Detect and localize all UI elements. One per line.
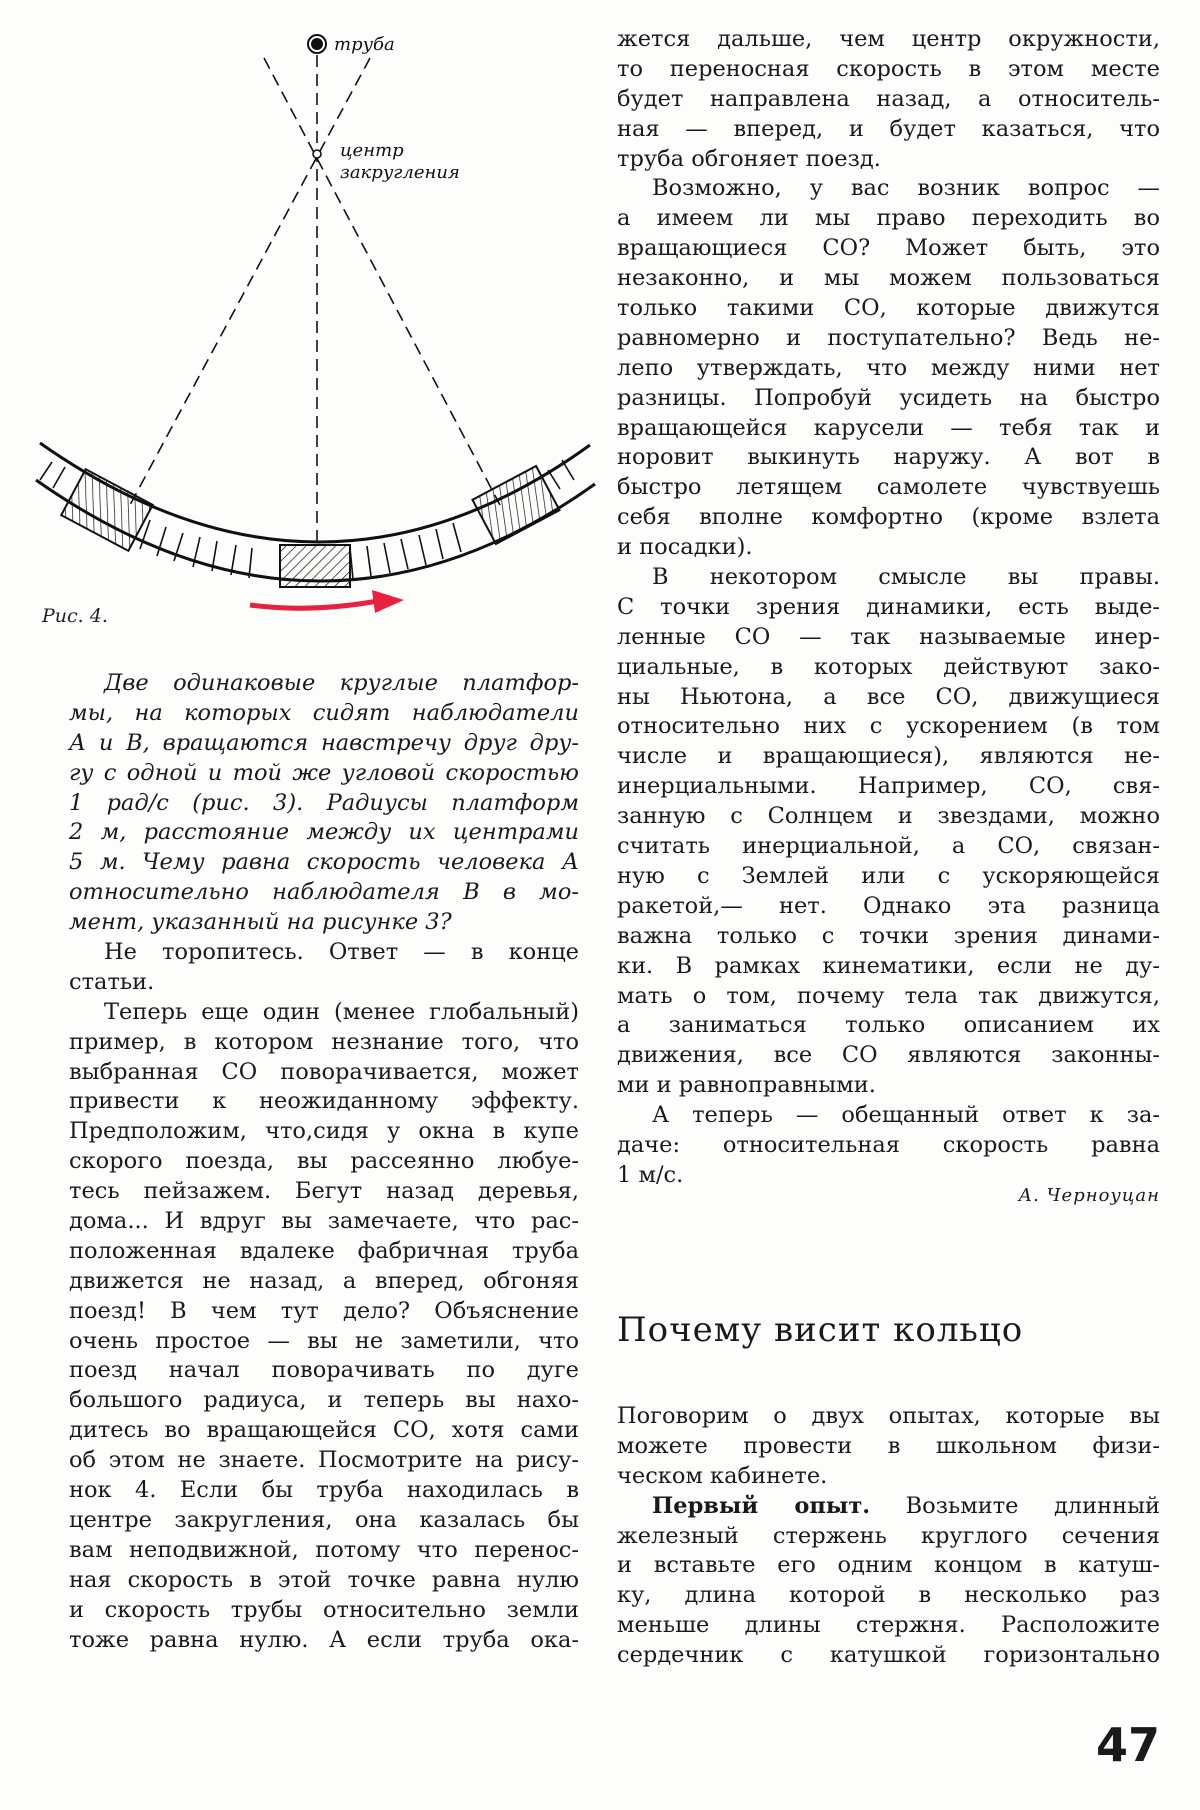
text-span: Возьмите длинный — [870, 1492, 1160, 1519]
text-line: и вставьте его одним концом в катуш- — [617, 1552, 1160, 1579]
text-line: ная — вперед, и будет казаться, что — [617, 115, 1160, 142]
text-line: большого радиуса, и теперь вы нахо- — [69, 1387, 579, 1414]
text-line: железный стержень круглого сечения — [617, 1522, 1160, 1549]
text-line: важна только с точки зрения динами- — [617, 922, 1160, 949]
figure-caption: Рис. 4. — [42, 605, 108, 627]
text-line: тоже равна нулю. А если труба ока- — [69, 1626, 579, 1653]
text-line — [617, 1492, 1160, 1522]
text-line: циальные, в которых действуют зако- — [617, 653, 1160, 680]
text-line: ны Ньютона, а все СО, движущиеся — [617, 683, 1160, 710]
text-line: жется дальше, чем центр окружности, — [617, 26, 1160, 52]
text-line: поезд начал поворачивать по дуге — [69, 1357, 579, 1384]
text-line: сердечник с катушкой горизонтально — [617, 1642, 1160, 1669]
text-line: А и В, вращаются навстречу друг дру- — [69, 729, 579, 756]
text-line: незаконно, и мы можем пользоваться — [617, 265, 1160, 292]
section-body — [617, 1402, 1160, 1671]
text-line: 2 м, расстояние между их центрами — [69, 819, 579, 846]
text-line: ки. В рамках кинематики, если не ду- — [617, 952, 1160, 979]
text-line: то переносная скорость в этом месте — [617, 55, 1160, 82]
text-line: инерциальными. Например, СО, свя- — [617, 773, 1160, 800]
text-line: труба обгоняет поезд. — [617, 145, 881, 172]
text-line: ную с Землей или с ускоряющейся — [617, 862, 1160, 889]
right-dashed-line — [264, 58, 500, 505]
text-line: Поговорим о двух опытах, которые вы — [617, 1403, 1160, 1429]
page-number: 47 — [1095, 1718, 1160, 1772]
text-line: Теперь еще один (менее глобальный) — [104, 998, 579, 1025]
text-line: только такими СО, которые движутся — [617, 295, 1160, 322]
text-line: мать о том, почему тела так движутся, — [617, 982, 1160, 1009]
center-label-2: закругления — [340, 162, 460, 183]
train-car-right — [472, 466, 559, 544]
text-line: Возможно, у вас возник вопрос — — [652, 175, 1160, 202]
text-line: себя вполне комфортно (кроме взлета — [617, 504, 1160, 531]
text-line: а заниматься только описанием их — [617, 1012, 1160, 1039]
pipe-label: труба — [334, 34, 395, 55]
text-line: центре закругления, она казалась бы — [69, 1506, 579, 1533]
pipe-icon — [308, 35, 326, 53]
text-line: скорого поезда, вы рассеянно любуе- — [69, 1148, 579, 1175]
center-label-1: центр — [340, 140, 404, 161]
text-line: равномерно и поступательно? Ведь не- — [617, 324, 1160, 351]
arrow-head-icon — [372, 590, 404, 613]
text-line: вам неподвижной, потому что перенос- — [69, 1536, 579, 1563]
text-line: движется не назад, а вперед, обгоняя — [69, 1267, 579, 1294]
text-line: Две одинаковые круглые платфор- — [104, 670, 579, 696]
text-line: числе и вращающиеся), являются не- — [617, 743, 1160, 770]
text-line: Предположим, что,сидя у окна в купе — [69, 1118, 579, 1145]
text-line: даче: относительная скорость равна — [617, 1131, 1160, 1158]
text-line: В некотором смысле вы правы. — [652, 564, 1160, 591]
figure-4 — [0, 0, 600, 660]
text-line: поезд! В чем тут дело? Объяснение — [69, 1297, 579, 1324]
text-line: положенная вдалеке фабричная труба — [69, 1237, 579, 1264]
text-line: быстро летящем самолете чувствуешь — [617, 474, 1160, 501]
body-text-left — [69, 938, 579, 1655]
text-line: и скорость трубы относительно земли — [69, 1596, 579, 1623]
text-line: занную с Солнцем и звездами, можно — [617, 803, 1160, 830]
text-line: гу с одной и той же угловой скоростью — [69, 759, 579, 786]
text-line: можете провести в школьном физи- — [617, 1432, 1160, 1459]
text-line: ми и равноправными. — [617, 1072, 876, 1099]
text-line: ленные СО — так называемые инер- — [617, 623, 1160, 650]
text-line: 1 рад/с (рис. 3). Радиусы платформ — [69, 789, 579, 816]
text-line: ческом кабинете. — [617, 1462, 828, 1489]
text-line: норовит выкинуть наружу. А вот в — [617, 444, 1160, 471]
text-line: А теперь — обещанный ответ к за- — [652, 1102, 1160, 1129]
text-line: относительно наблюдателя В в мо- — [69, 879, 579, 906]
text-line: пример, в котором незнание того, что — [69, 1028, 579, 1055]
left-column — [69, 669, 579, 1655]
rotating-frame-diagram — [0, 0, 600, 660]
text-line: 5 м. Чему равна скорость человека А — [69, 849, 579, 876]
text-line: нок 4. Если бы труба находилась в — [69, 1477, 579, 1504]
problem-statement — [69, 669, 579, 938]
experiment-label: Первый опыт. — [652, 1492, 871, 1519]
text-line: считать инерциальной, а СО, связан- — [617, 833, 1160, 860]
text-line: об этом не знаете. Посмотрите на рису- — [69, 1447, 579, 1474]
text-line: мент, указанный на рисунке 3? — [69, 909, 452, 936]
text-line: дитесь во вращающейся СО, хотя сами — [69, 1417, 579, 1444]
text-line: 1 м/с. — [617, 1161, 684, 1188]
text-line: выбранная СО поворачивается, может — [69, 1058, 579, 1085]
author-signature: А. Черноуцан — [1018, 1185, 1160, 1206]
section-title: Почему висит кольцо — [617, 1310, 1024, 1350]
text-line: Не торопитесь. Ответ — в конце — [104, 939, 579, 966]
text-line: ку, длина которой в несколько раз — [617, 1582, 1160, 1609]
text-line: очень простое — вы не заметили, что — [69, 1327, 579, 1354]
text-line: и посадки). — [617, 534, 753, 561]
text-line: дома... И вдруг вы замечаете, что рас- — [69, 1208, 579, 1235]
text-line: а имеем ли мы право переходить во — [617, 205, 1160, 232]
text-line: статьи. — [69, 968, 155, 995]
text-line: вращающиеся СО? Может быть, это — [617, 235, 1160, 262]
text-line: ная скорость в этой точке равна нулю — [69, 1566, 579, 1593]
text-line: С точки зрения динамики, есть выде- — [617, 593, 1160, 620]
text-line: разницы. Попробуй усидеть на быстро — [617, 384, 1160, 411]
center-marker — [313, 150, 321, 158]
text-line: движения, все СО являются законны- — [617, 1042, 1160, 1069]
text-line: относительно них с ускорением (в том — [617, 713, 1160, 740]
text-line: вращающейся карусели — тебя так и — [617, 414, 1160, 441]
train-car-center — [280, 545, 350, 587]
right-column — [617, 25, 1160, 1191]
text-line: мы, на которых сидят наблюдатели — [69, 699, 579, 726]
text-line: тесь пейзажем. Бегут назад деревья, — [69, 1178, 579, 1205]
direction-arrow — [250, 601, 378, 608]
text-line: будет направлена назад, а относитель- — [617, 85, 1160, 112]
text-line: ракетой,— нет. Однако эта разница — [617, 892, 1160, 919]
text-line: лепо утверждать, что между ними нет — [617, 354, 1160, 381]
left-dashed-line — [130, 58, 370, 505]
text-line: привести к неожиданному эффекту. — [69, 1088, 579, 1115]
text-line: меньше длины стержня. Расположите — [617, 1612, 1160, 1639]
